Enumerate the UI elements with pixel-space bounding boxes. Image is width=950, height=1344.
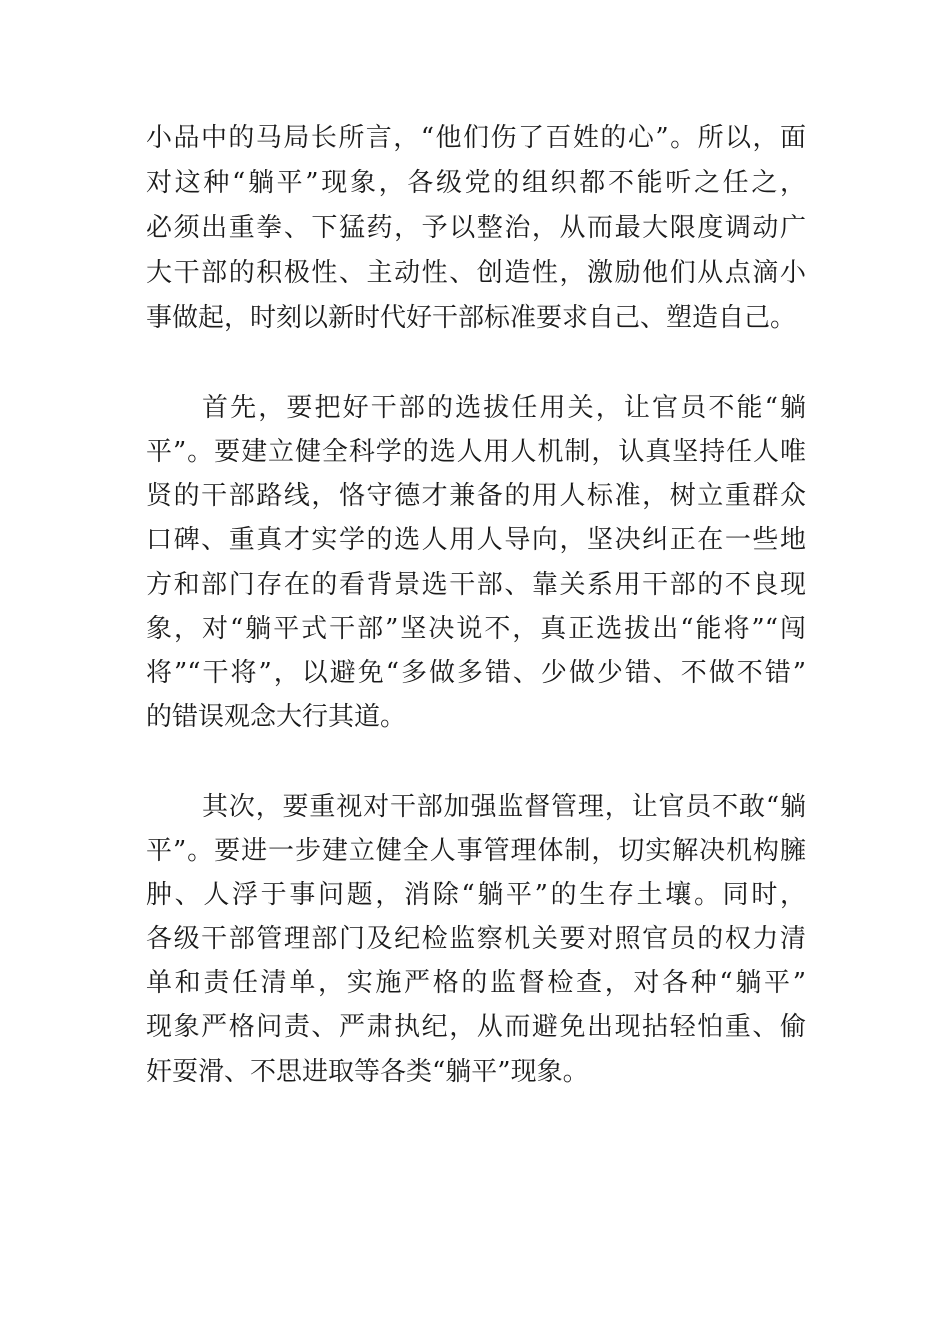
paragraph-line: 贤的干部路线，恪守德才兼备的用人标准，树立重群众	[146, 481, 806, 511]
paragraph-line: 大干部的积极性、主动性、创造性，激励他们从点滴小	[146, 258, 806, 288]
paragraph-line: 小品中的马局长所言，“他们伤了百姓的心”。所以，面	[146, 123, 806, 153]
paragraph-line: 肿、人浮于事问题，消除“躺平”的生存土壤。同时，	[146, 880, 806, 910]
paragraph-line: 单和责任清单，实施严格的监督检查，对各种“躺平”	[146, 968, 806, 998]
paragraph-line: 平”。要建立健全科学的选人用人机制，认真坚持任人唯	[146, 437, 806, 467]
paragraph-line: 事做起，时刻以新时代好干部标准要求自己、塑造自己。	[146, 303, 797, 333]
paragraph-line: 奸耍滑、不思进取等各类“躺平”现象。	[146, 1057, 589, 1087]
paragraph-line: 对这种“躺平”现象，各级党的组织都不能听之任之，	[146, 168, 806, 198]
paragraph-line: 首先，要把好干部的选拔任用关，让官员不能“躺	[202, 393, 806, 423]
paragraph-line: 口碑、重真才实学的选人用人导向，坚决纠正在一些地	[146, 525, 806, 555]
paragraph-line: 现象严格问责、严肃执纪，从而避免出现拈轻怕重、偷	[146, 1012, 806, 1042]
paragraph-line: 各级干部管理部门及纪检监察机关要对照官员的权力清	[146, 924, 806, 954]
paragraph-line: 的错误观念大行其道。	[146, 702, 407, 732]
paragraph-line: 必须出重拳、下猛药，予以整治，从而最大限度调动广	[146, 213, 806, 243]
paragraph-line: 方和部门存在的看背景选干部、靠关系用干部的不良现	[146, 570, 806, 600]
paragraph-line: 其次，要重视对干部加强监督管理，让官员不敢“躺	[202, 792, 806, 822]
paragraph-line: 将”“干将”，以避免“多做多错、少做少错、不做不错”	[146, 658, 806, 688]
paragraph-line: 象，对“躺平式干部”坚决说不，真正选拔出“能将”“闯	[146, 614, 806, 644]
paragraph-line: 平”。要进一步建立健全人事管理体制，切实解决机构臃	[146, 836, 806, 866]
